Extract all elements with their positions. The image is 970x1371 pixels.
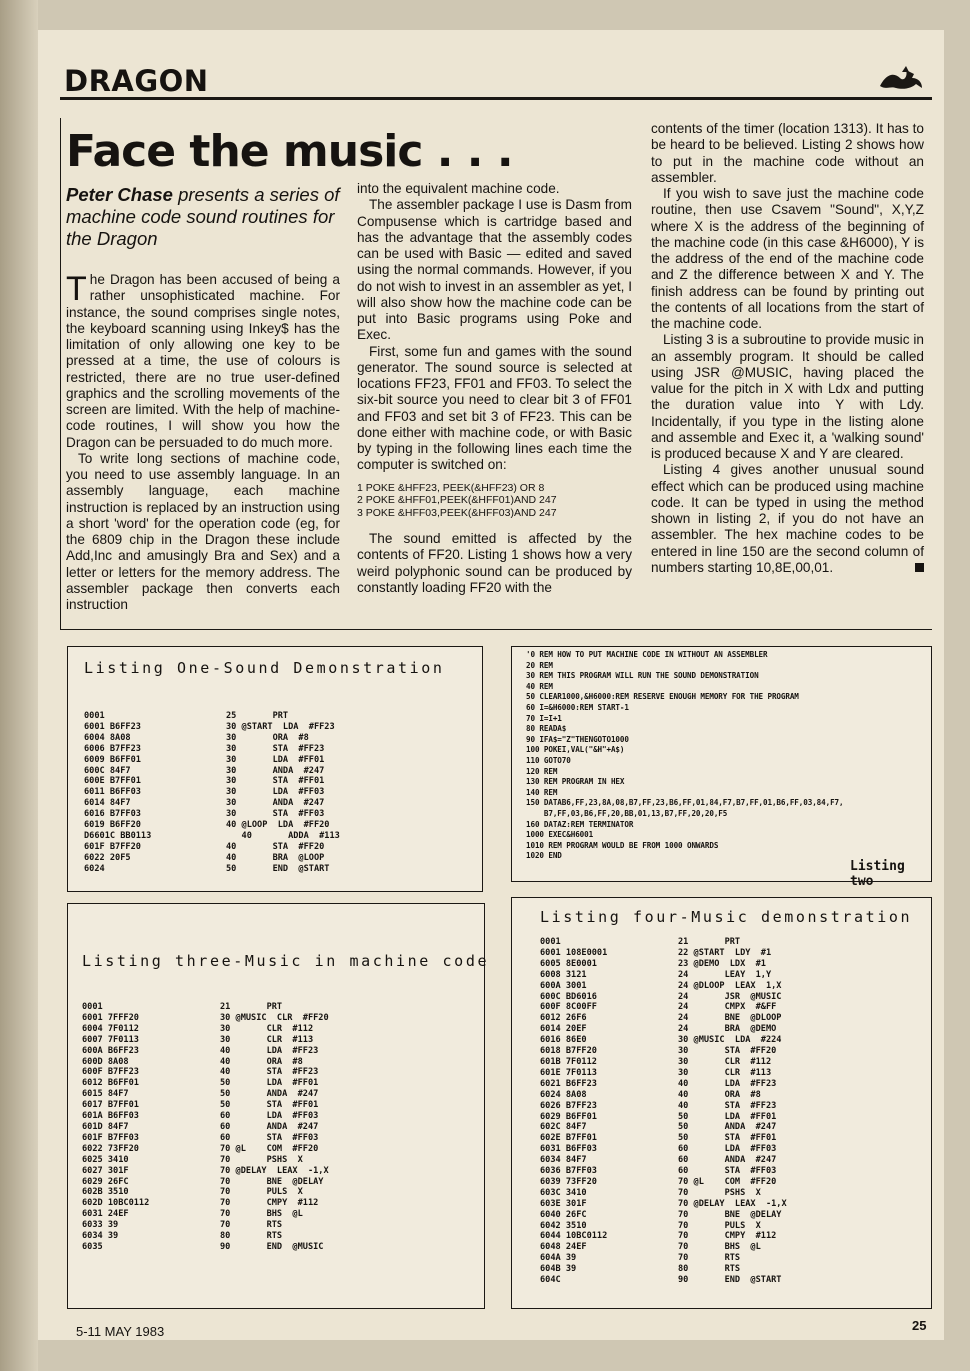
paragraph: The assembler package I use is Dasm from Compusense which is cartridge based and has the advantage that the assembly codes can be used with Basic — edited and saved using the normal commands. However, if you do not wish to invest in an assembler as yet, I will also show how the machine code can be put into Basic programs using Poke and Exec. (357, 197, 632, 343)
page-gutter-shadow (0, 0, 38, 1371)
paragraph: The sound emitted is affected by the contents of FF20. Listing 1 shows how a very weird polyphonic sound can be produced by constantly loading FF20 with the (357, 531, 632, 595)
paragraph-text: Listing 4 gives another unusual sound effect which can be produced using machine code. It can be typed in using the method shown in listing 2, if you do not have an assembler. The hex machine codes to be entered in line 150 are the second column of numbers starting 10,8E,00,01. (651, 462, 924, 575)
listing-four-addresses: 0001 6001 108E0001 6005 8E0001 6008 3121 600A 3001 600C BD6016 600F 8C00FF 6012 26F6 6014 20EF 6016 86E0 6018 B7FF20 601B 7F0112 601E 7F0113 6021 B6FF23 6024 8A08 6026 B7FF23 6029 B6FF01 602C 84F7 602E B7FF01 6031 B6FF03 6034 84F7 6036 B7FF03 6039 73FF20 603C 3410 603E 301F 6040 26FC 6042 3510 6044 10BC0112 6048 24EF 604A 39 604B 39 604C (540, 937, 608, 1286)
listing-one-instructions: 25 PRT 30 @START LDA #FF23 30 ORA #8 30 STA #FF23 30 LDA #FF01 30 ANDA #247 30 STA #FF01 30 LDA #FF03 30 ANDA #247 30 STA #FF03 40 @LOOP LDA #FF20 40 ADDA #113 40 STA #FF20 40 BRA @LOOP 50 END @START (226, 711, 340, 874)
listing-three-addresses: 0001 6001 7FFF20 6004 7F0112 6007 7F0113 600A B6FF23 600D 8A08 600F B7FF23 6012 B6FF01 6015 84F7 6017 B7FF01 601A B6FF03 601D 84F7 601F B7FF03 6022 73FF20 6025 3410 6027 301F 6029 26FC 602B 3510 602D 10BC0112 6031 24EF 6033 39 6034 39 6035 (82, 1002, 150, 1252)
end-mark-icon (915, 563, 924, 572)
page-number: 25 (912, 1318, 927, 1333)
listing-two-code: '0 REM HOW TO PUT MACHINE CODE IN WITHOUT AN ASSEMBLER 20 REM 30 REM THIS PROGRAM WILL RUN THE SOUND DEMONSTRATION 40 REM 50 CLEAR1000,&H6000:REM RESERVE ENOUGH MEMORY FOR THE PROGRAM 60 I=&H6000:REM START-1 70 I=I+1 80 READA$ 90 IFA$="Z"THENGOTO1000 100 POKEI,VAL("&H"+A$) 110 GOTO70 120 REM 130 REM PROGRAM IN HEX 140 REM 150 DATAB6,FF,23,8A,08,B7,FF,23,B6,FF,01,84,F7,B7,FF,01,B6,FF,03,84,F7, B7,FF,03,B6,FF,20,BB,01,13,B7,FF,20,20,F5 160 DATAZ:REM TERMINATOR 1000 EXEC&H6001 1010 REM PROGRAM WOULD BE FROM 1000 ONWARDS 1020 END (526, 650, 844, 861)
paragraph: into the equivalent machine code. (357, 181, 560, 196)
drop-cap: T (66, 270, 87, 308)
paragraph: Listing 3 is a subroutine to provide music in an assembly program. It should be called using JSR @MUSIC, having placed the value for the pitch in X with Ldx and putting the duration value into Y with Ldy. Incidentally, if you type in the listing alone and assemble and Exec it, a 'walking sound' is produced because X and Y are cleared. (651, 332, 924, 461)
paragraph (66, 272, 340, 451)
paragraph: To write long sections of machine code, you need to use assembly language. In an assembly language, each machine instruction is replaced by an instruction using a short 'word' for the operation code (eg, for the 6809 chip in the Dragon these include Add,Inc and amusingly Bra and Sex) and a letter or letters for the memory address. The assembler package then converts each instruction (66, 450, 340, 612)
paragraph: First, some fun and games with the sound generator. The sound source is selected at locations FF23, FF01 and FF03. To select the six-bit source you need to clear bit 3 of FF01 and FF03 and set bit 3 of FF23. This can be done either with machine code, or with Basic by typing in the following lines each time the computer is switched on: (357, 343, 632, 473)
listing-four-title: Listing four-Music demonstration (540, 908, 913, 926)
listing-one-addresses: 0001 6001 B6FF23 6004 8A08 6006 B7FF23 6009 B6FF01 600C 84F7 600E B7FF01 6011 B6FF03 6014 84F7 6016 B7FF03 6019 B6FF20 D6601C BB0113 601F B7FF20 6022 20F5 6024 (84, 711, 152, 874)
listing-four-box (511, 897, 932, 1309)
listing-three-title: Listing three-Music in machine code (82, 952, 490, 970)
poke-line: 3 POKE &HFF03,PEEK(&HFF03)AND 247 (357, 506, 557, 519)
paragraph: If you wish to save just the machine code routine, then use Csavem "Sound", X,Y,Z where X is the address of the beginning of the machine code (in this case &H6000), Y is the address of the end of the machine code and Z the difference between X and Y. The finish address can be found by printing out the contents of all locations from the start of the machine code. (651, 186, 924, 331)
poke-line: 1 POKE &HFF23, PEEK(&HFF23) OR 8 (357, 481, 545, 494)
paragraph (651, 462, 924, 576)
poke-line: 2 POKE &HFF01,PEEK(&HFF01)AND 247 (357, 494, 557, 506)
listing-one-box (67, 646, 483, 892)
standfirst-text: presents a series of machine code sound routines for the Dragon (66, 184, 340, 249)
author-name: Peter Chase (66, 184, 173, 205)
article-column-2 (357, 181, 632, 596)
paragraph-text: he Dragon has been accused of being a rather unsophisticated machine. For instance, the sound comprises single notes, the keyboard scanning using Inkey$ has the limitation of only allowing one key to be pressed at a time, the use of colours is restricted, there are no true user-defined graphics and the scrolling movements of the screen are limited. With the help of machine-code routines, I will show you how the Dragon can be persuaded to do much more. (66, 272, 340, 450)
listing-three-instructions: 21 PRT 30 @MUSIC CLR #FF20 30 CLR #112 30 CLR #113 40 LDA #FF23 40 ORA #8 40 STA #FF23 50 LDA #FF01 50 ANDA #247 50 STA #FF01 60 LDA #FF03 60 ANDA #247 60 STA #FF03 70 @L COM #FF20 70 PSHS X 70 @DELAY LEAX -1,X 70 BNE @DELAY 70 PULS X 70 CMPY #112 70 BHS @L 70 RTS 80 RTS 90 END @MUSIC (220, 1002, 329, 1252)
article-column-1 (66, 272, 340, 613)
listing-two-caption: Listing two (850, 859, 905, 889)
article-title: Face the music . . . (66, 126, 513, 177)
poke-listing (357, 482, 632, 520)
section-title: DRAGON (64, 64, 209, 98)
paragraph: contents of the timer (location 1313). It has to be heard to be believed. Listing 2 shows how to put in the machine code without an assembler. (651, 121, 924, 185)
dragon-logo-icon (876, 64, 926, 94)
article-column-3 (651, 121, 924, 576)
standfirst (66, 184, 348, 250)
section-header (60, 62, 932, 100)
listing-four-instructions: 21 PRT 22 @START LDY #1 23 @DEMO LDX #1 24 LEAY 1,Y 24 @DLOOP LEAX 1,X 24 JSR @MUSIC 24 CMPX #&FF 24 BNE @DLOOP 24 BRA @DEMO 30 @MUSIC LDA #224 30 STA #FF20 30 CLR #112 30 CLR #113 40 LDA #FF23 40 ORA #8 40 STA #FF23 50 LDA #FF01 50 ANDA #247 50 STA #FF01 60 LDA #FF03 60 ANDA #247 60 STA #FF03 70 @L COM #FF20 70 PSHS X 70 @DELAY LEAX -1,X 70 BNE @DELAY 70 PULS X 70 CMPY #112 70 BHS @L 70 RTS 80 RTS 90 END @START (678, 937, 787, 1286)
listing-three-box (67, 903, 490, 1309)
issue-date: 5-11 MAY 1983 (76, 1324, 165, 1339)
listing-two-box (511, 646, 932, 889)
listing-one-title: Listing One-Sound Demonstration (84, 659, 445, 677)
